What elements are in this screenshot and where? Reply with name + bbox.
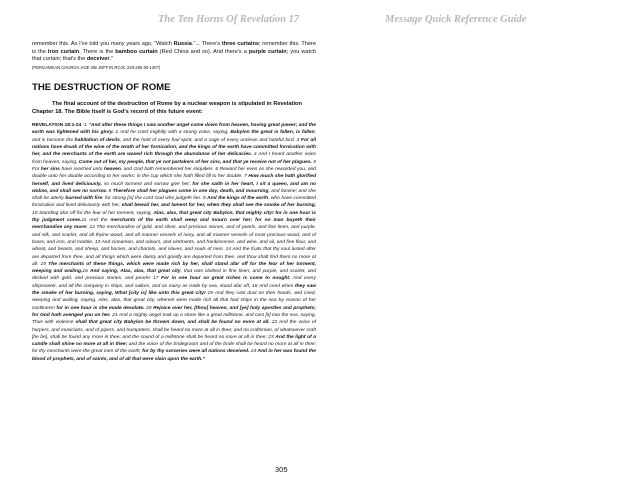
verse-emphasis: Babylon the great is fallen, is fallen xyxy=(230,130,315,136)
verse-text: 5 For xyxy=(32,159,316,172)
verse-emphasis: heaven xyxy=(104,166,121,172)
intro-text: . There is the xyxy=(79,48,116,55)
intro-bold: bamboo curtain xyxy=(115,48,158,55)
intro-paragraph xyxy=(32,41,316,72)
verse-emphasis: for by thy sorceries were all nations deceived. xyxy=(142,349,250,355)
verse-text: 12 The merchandise of gold, and silver, and precious stones, and of pearls, and fine linen, and purple, and silk, and scarlet, and all thyine wood, and all manner vessels of ivory, and all manner vessels of most precious wood, and of brass, and iron, and marble, 13 And cinnamon, and odours, and ointments, and frankincense, and wine, and oil, and fine flour, and wheat, and beasts, and sheep, and horses, and chariots, and slaves, and souls of men. 14 And the fruits that thy soul lusted after are departed from thee, and all things which were dainty and goodly are departed from thee, and thou shalt find them no more at all. 15 xyxy=(32,225,317,267)
verse-emphasis: “And after these things I saw another angel come down from heaven, having great power; and the earth was lightened with his glory. xyxy=(32,123,317,136)
intro-bold: iron curtain xyxy=(47,48,80,55)
intro-text: .” xyxy=(109,56,113,63)
verse-text: -1 xyxy=(81,123,89,129)
verse-emphasis: her sins xyxy=(40,166,60,172)
verse-emphasis: merchants of the earth shall weep and mourn over her; for no man buyeth their merchandise any more: xyxy=(32,218,316,231)
verse-text: , and the hold of every foul spirit, and a cage of every unclean and hateful bird. 3 xyxy=(119,137,301,143)
verse-text: , that was clothed in fine linen, and purple, and scarlet, and decked with gold, and precious stones, and pearls! 17 xyxy=(32,269,317,282)
verse-text: , who have committed fornication and lived deliciously with her, xyxy=(32,196,316,209)
verse-emphasis: For in one hour so great riches is come to nought. xyxy=(161,276,291,282)
verse-text: And every shipmaster, and all the company in ships, and sailors, and as many as trade by sea, stood afar off, 18 And cried when xyxy=(32,276,316,289)
verse-emphasis: habitation of devils xyxy=(74,137,120,143)
verse-emphasis: And the light of a candle shall shine no more at all in thee; xyxy=(32,334,316,348)
page-number: 305 xyxy=(275,465,288,474)
verse-emphasis: The merchants of these things, which were made rich by her, shall stand afar off for the fear of her torment, weeping and wailing, xyxy=(32,261,316,275)
verse-text: and the voice of the bridegroom and of the bride shall be heard no more at all in thee: for thy merchants were the great men of the earth; xyxy=(32,342,316,355)
verse-text: 4 And I heard another voice from heaven, saying, xyxy=(32,152,316,165)
verse-text: 2 And he cried mightily with a strong voice, saying, xyxy=(113,130,231,136)
verse-text: , and famine; and she shall be utterly xyxy=(32,188,317,202)
verse-text: 10 Standing afar off for the fear of her torment, saying, xyxy=(32,210,154,216)
verse-text: 11 And the xyxy=(81,218,111,224)
lead-paragraph: The final account of the destruction of Rome by a nuclear weapon is stipulated in Revelation Chapter 18. The Bible itself is God's record of this future event: xyxy=(32,101,302,115)
section-heading: THE DESTRUCTION OF ROME xyxy=(32,82,171,94)
intro-text: remember this. As I've told you many years ago, “Watch xyxy=(32,41,174,47)
intro-bold: Russia xyxy=(173,41,192,47)
verse-emphasis: Come out of her, my people, that ye not partakers of her sins, and that ye receive not of her plagues. xyxy=(78,159,312,165)
verse-emphasis: they saw the smoke of her burning, saying, What [city is] like unto this great city! xyxy=(32,283,316,297)
verse-text: 21 And a mighty angel took up a stone like a great millstone, and cast [it] into the sea, saying, Thus with violence xyxy=(32,312,316,326)
verse-emphasis: How much she hath glorified herself, and lived deliciously, xyxy=(32,174,317,187)
intro-reference: (PERGAMEAN.CHURCH.AGE title JEFF.IN ROJC 229-285 60-1207) xyxy=(32,64,161,70)
intro-bold: purple curtain xyxy=(248,48,287,55)
intro-text: ; you watch that curtain; that's the xyxy=(32,48,316,63)
intro-bold: three curtains xyxy=(221,41,259,47)
intro-text: .”... There's xyxy=(191,41,222,47)
verse-text: 8 xyxy=(107,188,113,194)
verse-text: 22 And the voice of harpers, and musicians, and of pipers, and trumpeters, shall be heard no more at all in thee; and no craftsman, of whatsoever craft [he be], shall be found any more in thee; and the sound of a millstone shall be heard no more at all in thee; 23 xyxy=(32,320,316,340)
scripture-reference: REVELATION 18:1-24 xyxy=(32,123,82,129)
verse-emphasis: for in one hour is she made desolate. xyxy=(56,305,145,311)
verse-text: 19 And they cast dust on their heads, and cried, weeping and wailing, saying, Alas, alas, that great city, wherein were made rich all that had ships in the sea by reason of her costliness! xyxy=(32,291,316,311)
verse-emphasis: for she saith in her heart, I sit a queen, and am no widow, and shall see no sorrow. xyxy=(32,181,316,194)
verse-text: have reached unto xyxy=(59,166,104,172)
verse-emphasis: Rejoice over her, [thou] heaven, and [ye] holy apostles and prophets; for God hath avenged you on her. xyxy=(32,305,316,318)
verse-text: , and God hath remembered her iniquities. 6 Reward her even as she rewarded you, and double unto her double according to her works: in the cup which she hath filled fill to her double. 7 xyxy=(32,166,317,180)
verse-emphasis: shall that great city Babylon be thrown down, and shall be found no more at all. xyxy=(75,320,270,326)
verse-text: 24 xyxy=(249,349,258,355)
verse-text: 16 xyxy=(82,269,90,275)
verse-emphasis: And the kings of the earth xyxy=(207,196,269,202)
intro-bold: deceiver xyxy=(86,56,110,63)
intro-text: (Red China and so). And there's a xyxy=(157,48,249,55)
verse-emphasis: Therefore shall her plagues come in one day, death, and mourning xyxy=(112,188,269,194)
verse-text: 20 xyxy=(144,305,154,311)
verse-emphasis: Alas, alas, that great city Babylon, that mighty city! for in one hour is thy judgment come. xyxy=(32,210,317,224)
scripture-passage xyxy=(32,122,316,363)
intro-text: ; remember this. There is the xyxy=(32,41,316,55)
verse-emphasis: And in her was found the blood of prophets, and of saints, and of all that were slain upon the earth.” xyxy=(32,349,316,362)
running-header-right: Message Quick Reference Guide xyxy=(385,14,527,25)
verse-emphasis: And saying, Alas, alas, that great city xyxy=(89,269,181,275)
verse-text: so much torment and sorrow give her: xyxy=(101,181,193,187)
verse-emphasis: burned with fire xyxy=(65,196,103,202)
verse-text: : for strong [is] the Lord God who judgeth her. 9 xyxy=(102,196,208,202)
running-header-left: The Ten Horns Of Revelation 17 xyxy=(158,14,300,25)
text-column xyxy=(32,41,316,363)
verse-emphasis: shall bewail her, and lament for her, when they shall see the smoke of her burning, xyxy=(121,203,317,209)
verse-emphasis: For all nations have drunk of the wine of the wrath of her fornication, and the kings of the earth have committed fornication with her, and the merchants of the earth are waxed rich through the abundance of her delicacies. xyxy=(32,137,316,158)
verse-text: , and is become the xyxy=(32,130,316,143)
